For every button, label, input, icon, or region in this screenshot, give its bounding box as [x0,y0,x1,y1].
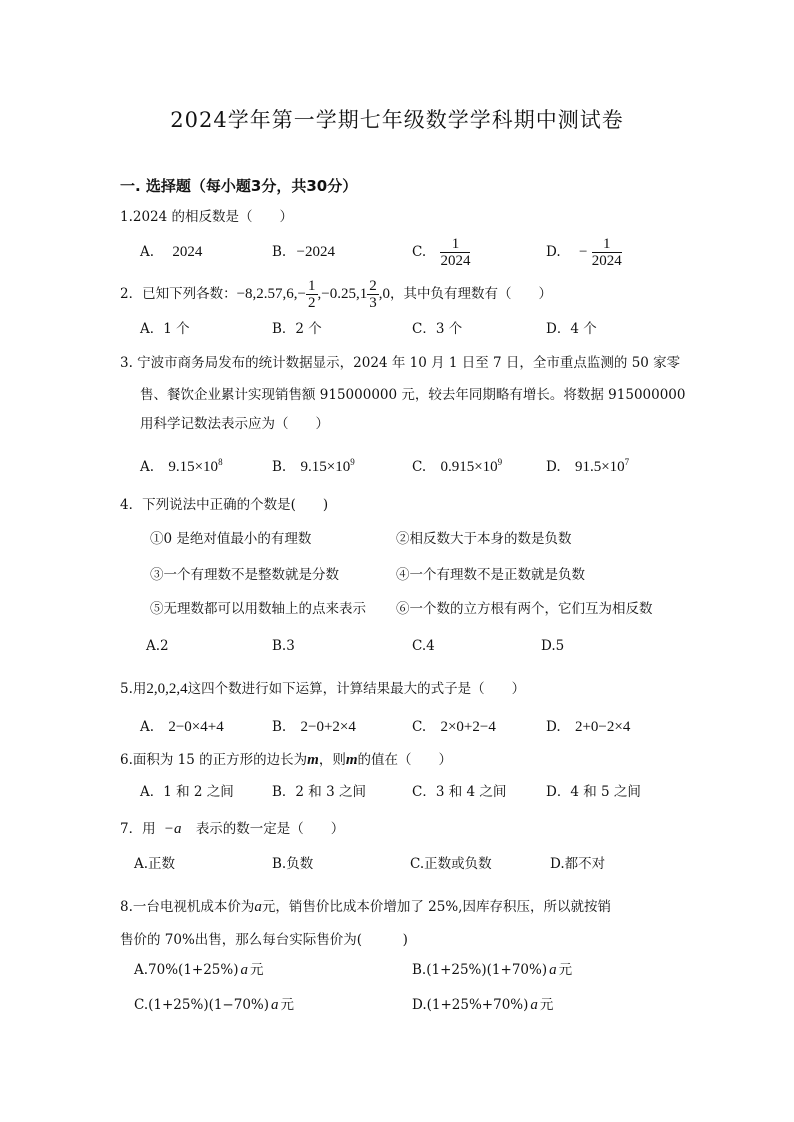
q5-option-b [272,717,356,737]
exponent: 9 [497,457,503,467]
q1-option-c [412,233,470,271]
fraction-denominator: 2024 [440,253,471,269]
option-label: C. [412,459,427,475]
fraction-numerator: 1 [308,278,316,294]
question-6-stem [120,750,452,770]
minus-sign: − [578,244,588,260]
variable-a: a [530,997,538,1013]
stem-prefix: 2．已知下列各数： [120,286,237,302]
fraction-numerator: 1 [592,236,622,253]
fraction-denominator: 2 [308,295,316,311]
question-1-stem: 1.2024 的相反数是（ ） [120,209,294,225]
q1-option-a [140,242,202,262]
q8-option-b [412,960,572,980]
fraction [367,278,379,311]
q4-option-b: B.3 [272,638,295,654]
statement-2: ②相反数大于本身的数是负数 [396,531,572,547]
q4-option-d: D.5 [541,638,565,654]
option-label: D. [546,459,561,475]
stem-prefix: 6.面积为 15 的正方形的边长为 [120,752,308,768]
variable-a: a [240,962,248,978]
q1-option-d [546,233,622,271]
unit: 元 [539,997,554,1013]
fraction [592,236,622,269]
option-label: D. [546,719,561,735]
base: 0.915×10 [440,459,498,475]
page-title: 2024学年第一学期七年级数学学科期中测试卷 [170,108,624,132]
q7-option-a: A.正数 [134,856,176,872]
statement-4: ④一个有理数不是正数就是负数 [396,567,585,583]
variable-m: m [307,752,319,768]
statement-1: ①0 是绝对值最小的有理数 [150,531,312,547]
q1-option-b [272,242,335,262]
number-list: 2,0,2,4 [146,681,188,697]
stem-suffix: 元，销售价比成本价增加了 25%,因库存积压，所以就按销 [261,899,611,915]
question-5-stem [120,679,525,699]
stem-prefix: 7．用 [120,821,156,837]
option-text: A.70%(1+25%) [134,962,239,978]
option-value [168,459,222,475]
q4-option-a: A.2 [146,638,169,654]
stem-prefix: 8.一台电视机成本价为 [120,899,255,915]
variable-a: a [254,899,262,915]
statement-5: ⑤无理数都可以用数轴上的点来表示 [150,601,366,617]
option-value [575,459,629,475]
q2-option-d: D．4 个 [546,321,597,337]
option-label: B. [272,719,287,735]
option-label: C. [412,719,427,735]
q5-option-a [140,717,224,737]
q8-option-a [134,960,264,980]
q4-option-c: C.4 [412,638,435,654]
option-value [440,459,502,475]
fraction-denominator: 2024 [591,253,622,269]
stem-suffix: 这四个数进行如下运算，计算结果最大的式子是（ ） [187,681,526,697]
q5-option-c [412,717,496,737]
option-text: B.(1+25%)(1+70%) [412,962,548,978]
expression-neg-a: −a [163,821,182,837]
fraction [306,278,318,311]
unit: 元 [250,962,264,978]
statement-6: ⑥一个数的立方根有两个，它们互为相反数 [396,601,653,617]
fraction [440,236,470,269]
stem-suffix: 表示的数一定是（ ） [195,821,345,837]
q7-option-d: D.都不对 [550,856,606,872]
q6-option-a: A．1 和 2 之间 [140,784,234,800]
question-8-line-1 [120,897,611,917]
base: 91.5×10 [574,459,625,475]
fraction-numerator: 1 [440,236,470,253]
fraction-numerator: 2 [369,278,377,294]
q3-option-b [272,452,355,477]
q5-option-d [546,717,630,737]
q7-option-c: C.正数或负数 [410,856,492,872]
fraction-denominator: 3 [369,295,377,311]
q7-option-b: B.负数 [272,856,314,872]
variable-a: a [271,997,279,1013]
option-label: B. [272,459,287,475]
q6-option-d: D．4 和 5 之间 [546,784,641,800]
option-value: −2024 [296,244,335,260]
question-3-line-2: 售、餐饮企业累计实现销售额 915000000 元，较去年同期略有增长。将数据 915000000 [140,387,686,403]
q2-option-a: A．1 个 [140,321,190,337]
stem-suffix: 的值在（ ） [357,752,452,768]
option-label: A. [140,719,155,735]
option-expression: 2−0×4+4 [168,719,224,735]
option-expression: 2−0+2×4 [300,719,356,735]
option-value: 2024 [172,244,203,260]
q8-option-c [134,995,294,1015]
variable-a: a [549,962,557,978]
unit: 元 [280,997,295,1013]
section-heading: 一. 选择题（每小题3分，共30分） [120,177,358,195]
q8-option-d [412,995,553,1015]
base: 9.15×10 [168,459,219,475]
q6-option-b: B．2 和 3 之间 [272,784,366,800]
option-label: A. [140,459,155,475]
option-text: D.(1+25%+70%) [412,997,529,1013]
number-list: ,−0.25,1 [317,286,368,302]
number-list: −8,2.57,6,− [236,286,307,302]
stem-suffix: ，其中负有理数有（ ） [389,286,552,302]
option-label: A. [140,244,155,260]
stem-prefix: 5.用 [120,681,147,697]
variable-m: m [345,752,358,768]
option-label: B. [272,244,287,260]
q3-option-c [412,452,502,477]
exponent: 7 [624,457,630,467]
option-text: C.(1+25%)(1−70%) [134,997,270,1013]
stem-middle: ，则 [318,752,346,768]
q3-option-a [140,452,223,477]
question-2-stem [120,276,552,312]
q6-option-c: C．3 和 4 之间 [412,784,507,800]
question-7-stem [120,819,344,839]
q2-option-c: C．3 个 [412,321,463,337]
question-3-line-3: 用科学记数法表示应为（ ） [140,416,329,432]
option-expression: 2×0+2−4 [440,719,496,735]
option-value [301,459,355,475]
option-label: D. [546,244,561,260]
option-label: C. [412,244,427,260]
question-3-line-1: 3. 宁波市商务局发布的统计数据显示，2024 年 10 月 1 日至 7 日，全市重点监测的 50 家零 [120,355,681,371]
unit: 元 [558,962,573,978]
q2-option-b: B．2 个 [272,321,322,337]
q3-option-d [546,452,629,477]
exponent: 8 [218,457,223,467]
statement-3: ③一个有理数不是整数就是分数 [150,567,339,583]
question-4-stem: 4．下列说法中正确的个数是( ) [120,497,329,513]
exponent: 9 [350,457,355,467]
option-expression: 2+0−2×4 [574,719,631,735]
question-8-line-2: 售价的 70%出售，那么每台实际售价为( ) [120,932,408,948]
base: 9.15×10 [300,459,351,475]
number-list: ,0 [378,286,390,302]
